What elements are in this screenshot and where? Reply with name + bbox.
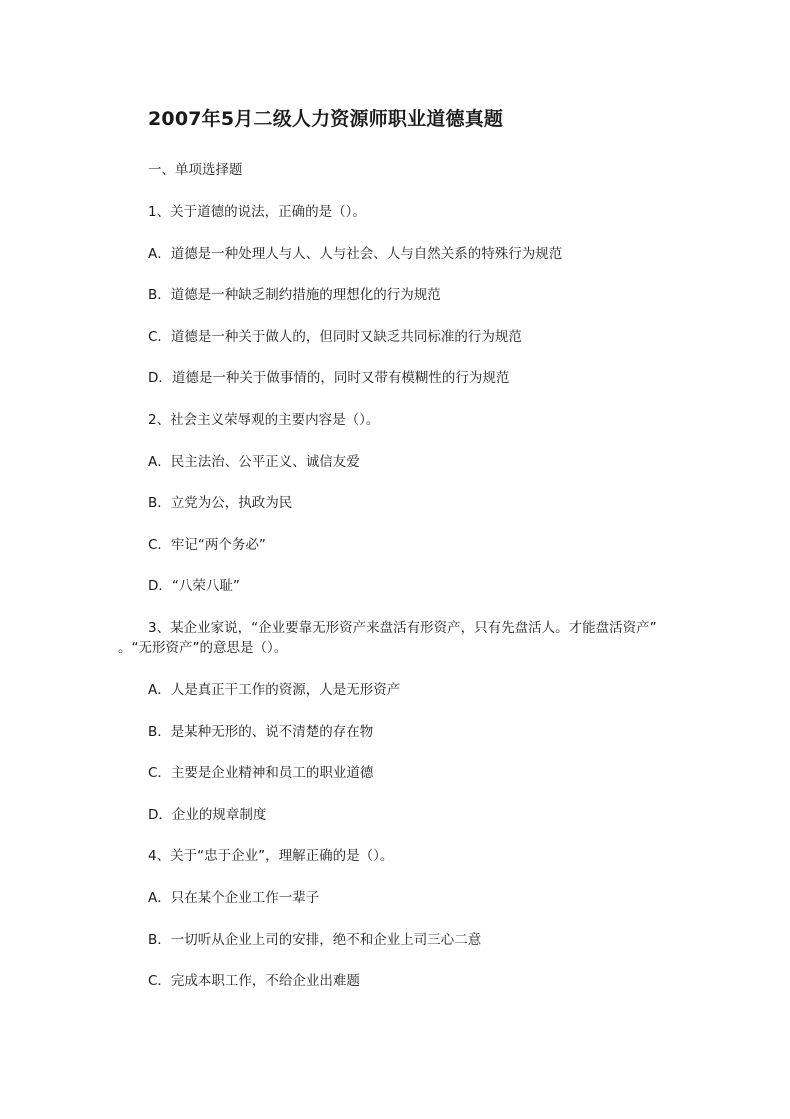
- section-heading: 一、单项选择题: [148, 162, 243, 178]
- question-4-option-c: C．完成本职工作，不给企业出难题: [148, 973, 360, 989]
- question-1-option-c: C．道德是一种关于做人的，但同时又缺乏共同标准的行为规范: [148, 329, 522, 345]
- question-4-stem: 4、关于“忠于企业”，理解正确的是（）。: [148, 848, 394, 864]
- question-2-option-d: D．“八荣八耻”: [148, 578, 240, 594]
- question-2-stem: 2、社会主义荣辱观的主要内容是（）。: [148, 412, 380, 428]
- question-2-option-a: A．民主法治、公平正义、诚信友爱: [148, 454, 360, 470]
- question-1-option-b: B．道德是一种缺乏制约措施的理想化的行为规范: [148, 287, 441, 303]
- question-2-option-b: B．立党为公，执政为民: [148, 495, 293, 511]
- question-3-option-d: D．企业的规章制度: [148, 807, 267, 823]
- question-3-option-c: C．主要是企业精神和员工的职业道德: [148, 765, 374, 781]
- question-4-option-a: A．只在某个企业工作一辈子: [148, 890, 320, 906]
- question-1-stem: 1、关于道德的说法，正确的是（）。: [148, 204, 366, 220]
- question-3-option-a: A．人是真正干工作的资源，人是无形资产: [148, 682, 401, 698]
- question-1-option-d: D．道德是一种关于做事情的，同时又带有模糊性的行为规范: [148, 370, 510, 386]
- document-title: 2007年5月二级人力资源师职业道德真题: [148, 108, 504, 130]
- question-3-stem-line-2: 。“无形资产”的意思是（）。: [118, 640, 288, 656]
- question-3-option-b: B．是某种无形的、说不清楚的存在物: [148, 724, 374, 740]
- question-2-option-c: C．牢记“两个务必”: [148, 537, 266, 553]
- question-3-stem-line-1: 3、某企业家说，“企业要靠无形资产来盘活有形资产，只有先盘活人。才能盘活资产”: [148, 620, 657, 636]
- question-1-option-a: A．道德是一种处理人与人、人与社会、人与自然关系的特殊行为规范: [148, 246, 563, 262]
- question-4-option-b: B．一切听从企业上司的安排，绝不和企业上司三心二意: [148, 932, 482, 948]
